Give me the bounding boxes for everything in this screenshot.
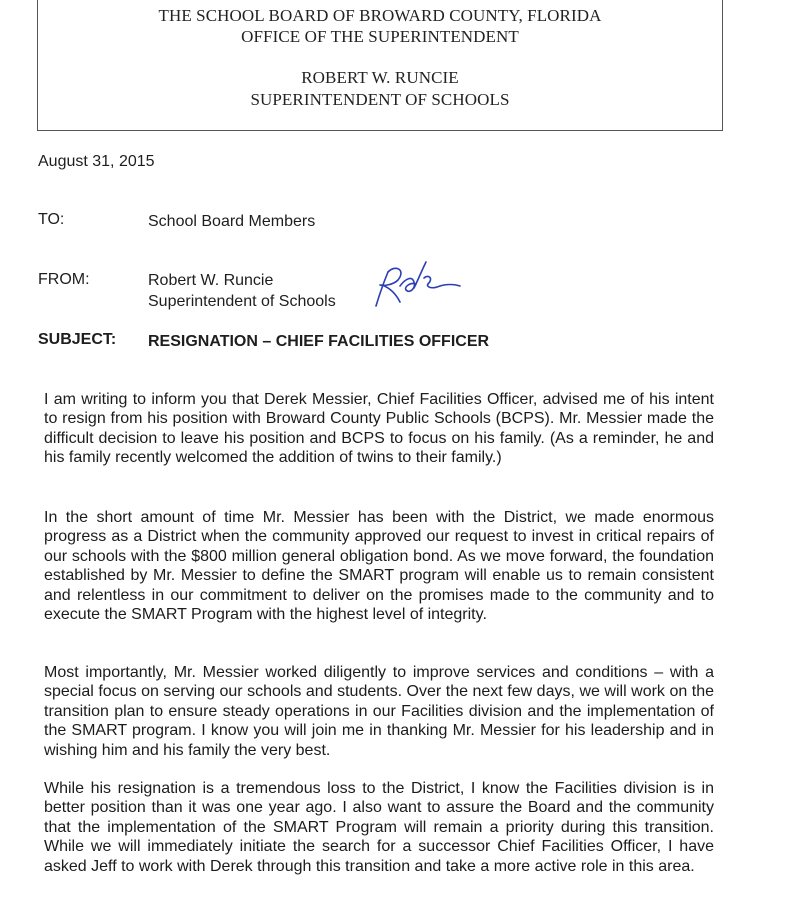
body-paragraph-1: I am writing to inform you that Derek Messier, Chief Facilities Officer, advised me of his intent to resign from his position with Broward County Public Schools (BCPS). Mr. Messier made the difficult decision to leave his position and BCPS to focus on his family. (As a reminder, he and his family recently welcomed the addition of twins to their family.)	[44, 391, 714, 467]
letterhead-title: SUPERINTENDENT OF SCHOOLS	[250, 90, 510, 109]
from-label: FROM:	[38, 271, 90, 288]
to-value: School Board Members	[148, 213, 316, 230]
body-paragraph-3: Most importantly, Mr. Messier worked diligently to improve services and conditions – with a special focus on serving our schools and students. Over the next few days, we will work on the transition plan to ensure steady operations in our Facilities division and the implementation of the SMART program. I know you will join me in thanking Mr. Messier for his leadership and in wishing him and his family the very best.	[44, 664, 714, 759]
to-label: TO:	[38, 211, 65, 228]
subject-value: RESIGNATION – CHIEF FACILITIES OFFICER	[148, 333, 490, 350]
subject-label: SUBJECT:	[38, 331, 117, 348]
signature-icon	[366, 256, 462, 312]
letterhead-name: ROBERT W. RUNCIE	[301, 68, 459, 87]
letterhead-box	[37, 0, 723, 131]
from-name: Robert W. Runcie	[148, 272, 274, 289]
body-paragraph-4: While his resignation is a tremendous loss to the District, I know the Facilities division is in better position than it was one year ago. I also want to assure the Board and the community that the implementation of the SMART Program will remain a priority during this transition. While we will immediately initiate the search for a successor Chief Facilities Officer, I have asked Jeff to work with Derek through this transition and take a more active role in this area.	[44, 780, 714, 875]
body-paragraph-2: In the short amount of time Mr. Messier has been with the District, we made enormous progress as a District when the community approved our request to invest in critical repairs of our schools with the $800 million general obligation bond. As we move forward, the foundation established by Mr. Messier to define the SMART program will enable us to remain consistent and relentless in our commitment to deliver on the promises made to the community and to execute the SMART Program with the highest level of integrity.	[44, 509, 714, 624]
memo-date: August 31, 2015	[38, 153, 155, 170]
letterhead-organization: THE SCHOOL BOARD OF BROWARD COUNTY, FLORIDA	[158, 6, 602, 25]
letterhead-office: OFFICE OF THE SUPERINTENDENT	[241, 27, 519, 46]
from-title: Superintendent of Schools	[148, 293, 336, 310]
